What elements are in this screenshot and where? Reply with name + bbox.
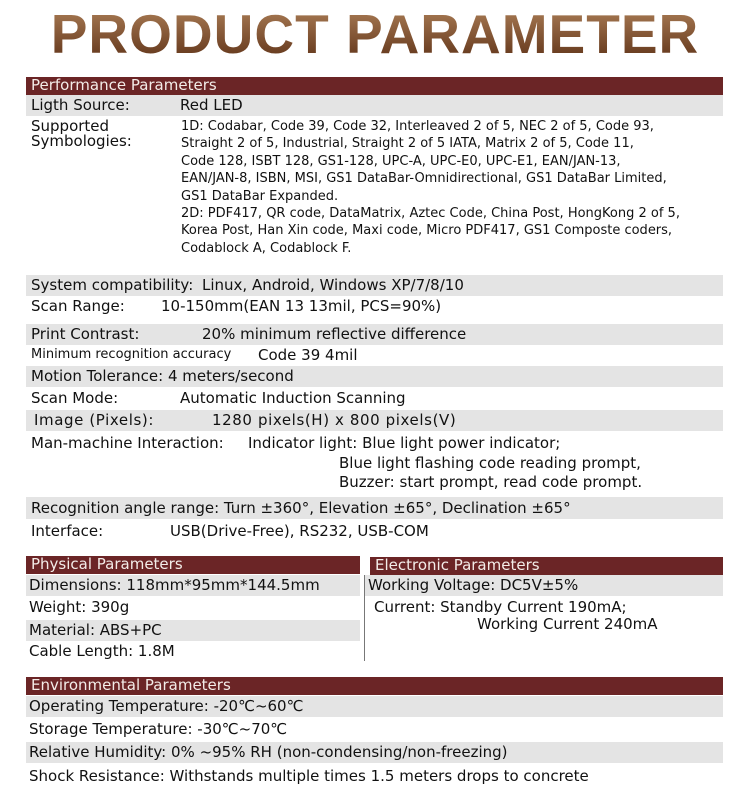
symbologies-label-2: Symbologies: <box>31 132 132 150</box>
symbology-line: Codablock A, Codablock F. <box>181 240 352 256</box>
operating-text: Operating Temperature: -20℃~60℃ <box>29 697 304 715</box>
mmi-label: Man-machine Interaction: <box>31 434 224 452</box>
dimensions-text: Dimensions: 118mm*95mm*144.5mm <box>29 576 320 594</box>
accuracy-value: Code 39 4mil <box>258 346 358 364</box>
performance-header: Performance Parameters <box>26 77 723 95</box>
material-row <box>26 620 360 641</box>
material-text: Material: ABS+PC <box>29 621 162 639</box>
symbology-line: EAN/JAN-8, ISBN, MSI, GS1 DataBar-Omnidirectional, GS1 DataBar Limited, <box>181 171 667 187</box>
symbology-line: GS1 DataBar Expanded. <box>181 188 339 204</box>
physical-header: Physical Parameters <box>26 556 360 574</box>
accuracy-row <box>26 345 723 366</box>
voltage-text: Working Voltage: DC5V±5% <box>368 576 579 594</box>
weight-text: Weight: 390g <box>29 598 130 616</box>
symbology-line: 2D: PDF417, QR code, DataMatrix, Aztec Code, China Post, HongKong 2 of 5, <box>181 206 680 222</box>
light-source-label: Ligth Source: <box>31 96 130 114</box>
mmi-line-2: Blue light flashing code reading prompt, <box>339 454 641 472</box>
dimensions-row <box>26 575 360 596</box>
angle-row <box>26 497 723 519</box>
mmi-line-3: Buzzer: start prompt, read code prompt. <box>339 473 643 491</box>
symbologies-list <box>181 118 680 257</box>
system-row <box>26 275 723 296</box>
image-label: Image (Pixels): <box>34 411 155 429</box>
interface-row <box>26 521 723 542</box>
humidity-text: Relative Humidity: 0% ~95% RH (non-condensing/non-freezing) <box>29 743 508 761</box>
cable-text: Cable Length: 1.8M <box>29 642 175 660</box>
contrast-value: 20% minimum reflective difference <box>202 325 467 343</box>
symbologies-row <box>26 116 723 274</box>
humidity-row <box>26 742 723 763</box>
image-row <box>26 410 723 431</box>
symbology-line: Korea Post, Han Xin code, Maxi code, Micro PDF417, GS1 Composte coders, <box>181 223 673 239</box>
angle-text: Recognition angle range: Turn ±360°, Elevation ±65°, Declination ±65° <box>31 499 571 517</box>
mmi-row <box>26 432 723 494</box>
light-source-row <box>26 95 723 116</box>
operating-row <box>26 696 723 717</box>
cable-row <box>26 641 360 662</box>
motion-text: Motion Tolerance: 4 meters/second <box>31 367 294 385</box>
image-value: 1280 pixels(H) x 800 pixels(V) <box>212 411 457 429</box>
system-label: System compatibility: <box>31 276 194 294</box>
mmi-line-1: Indicator light: Blue light power indicator; <box>248 434 561 452</box>
contrast-row <box>26 324 723 345</box>
current-line-1: Current: Standby Current 190mA; <box>374 598 627 616</box>
storage-row <box>26 719 723 740</box>
shock-row <box>26 766 723 787</box>
scan-mode-value: Automatic Induction Scanning <box>180 389 406 407</box>
interface-value: USB(Drive-Free), RS232, USB-COM <box>170 522 429 540</box>
contrast-label: Print Contrast: <box>31 325 140 343</box>
scan-range-label: Scan Range: <box>31 297 125 315</box>
storage-text: Storage Temperature: -30℃~70℃ <box>29 720 288 738</box>
symbology-line: Straight 2 of 5, Industrial, Straight 2 of 5 IATA, Matrix 2 of 5, Code 11, <box>181 136 634 152</box>
electronic-header: Electronic Parameters <box>370 557 723 575</box>
current-row <box>365 597 723 637</box>
motion-row <box>26 366 723 387</box>
symbology-line: Code 128, ISBT 128, GS1-128, UPC-A, UPC-E0, UPC-E1, EAN/JAN-13, <box>181 153 621 169</box>
weight-row <box>26 597 360 618</box>
environmental-header: Environmental Parameters <box>26 677 723 695</box>
scan-mode-row <box>26 388 723 409</box>
symbologies-label-1: Supported <box>31 117 110 135</box>
voltage-row <box>365 575 723 596</box>
interface-label: Interface: <box>31 522 104 540</box>
accuracy-label: Minimum recognition accuracy <box>31 347 232 362</box>
light-source-value: Red LED <box>180 96 243 114</box>
current-line-2: Working Current 240mA <box>477 615 658 633</box>
scan-range-value: 10-150mm(EAN 13 13mil, PCS=90%) <box>161 297 442 315</box>
shock-text: Shock Resistance: Withstands multiple times 1.5 meters drops to concrete <box>29 767 589 785</box>
system-value: Linux, Android, Windows XP/7/8/10 <box>202 276 464 294</box>
page-title: PRODUCT PARAMETER <box>0 2 750 66</box>
symbology-line: 1D: Codabar, Code 39, Code 32, Interleaved 2 of 5, NEC 2 of 5, Code 93, <box>181 119 654 134</box>
scan-mode-label: Scan Mode: <box>31 389 119 407</box>
scan-range-row <box>26 296 723 317</box>
